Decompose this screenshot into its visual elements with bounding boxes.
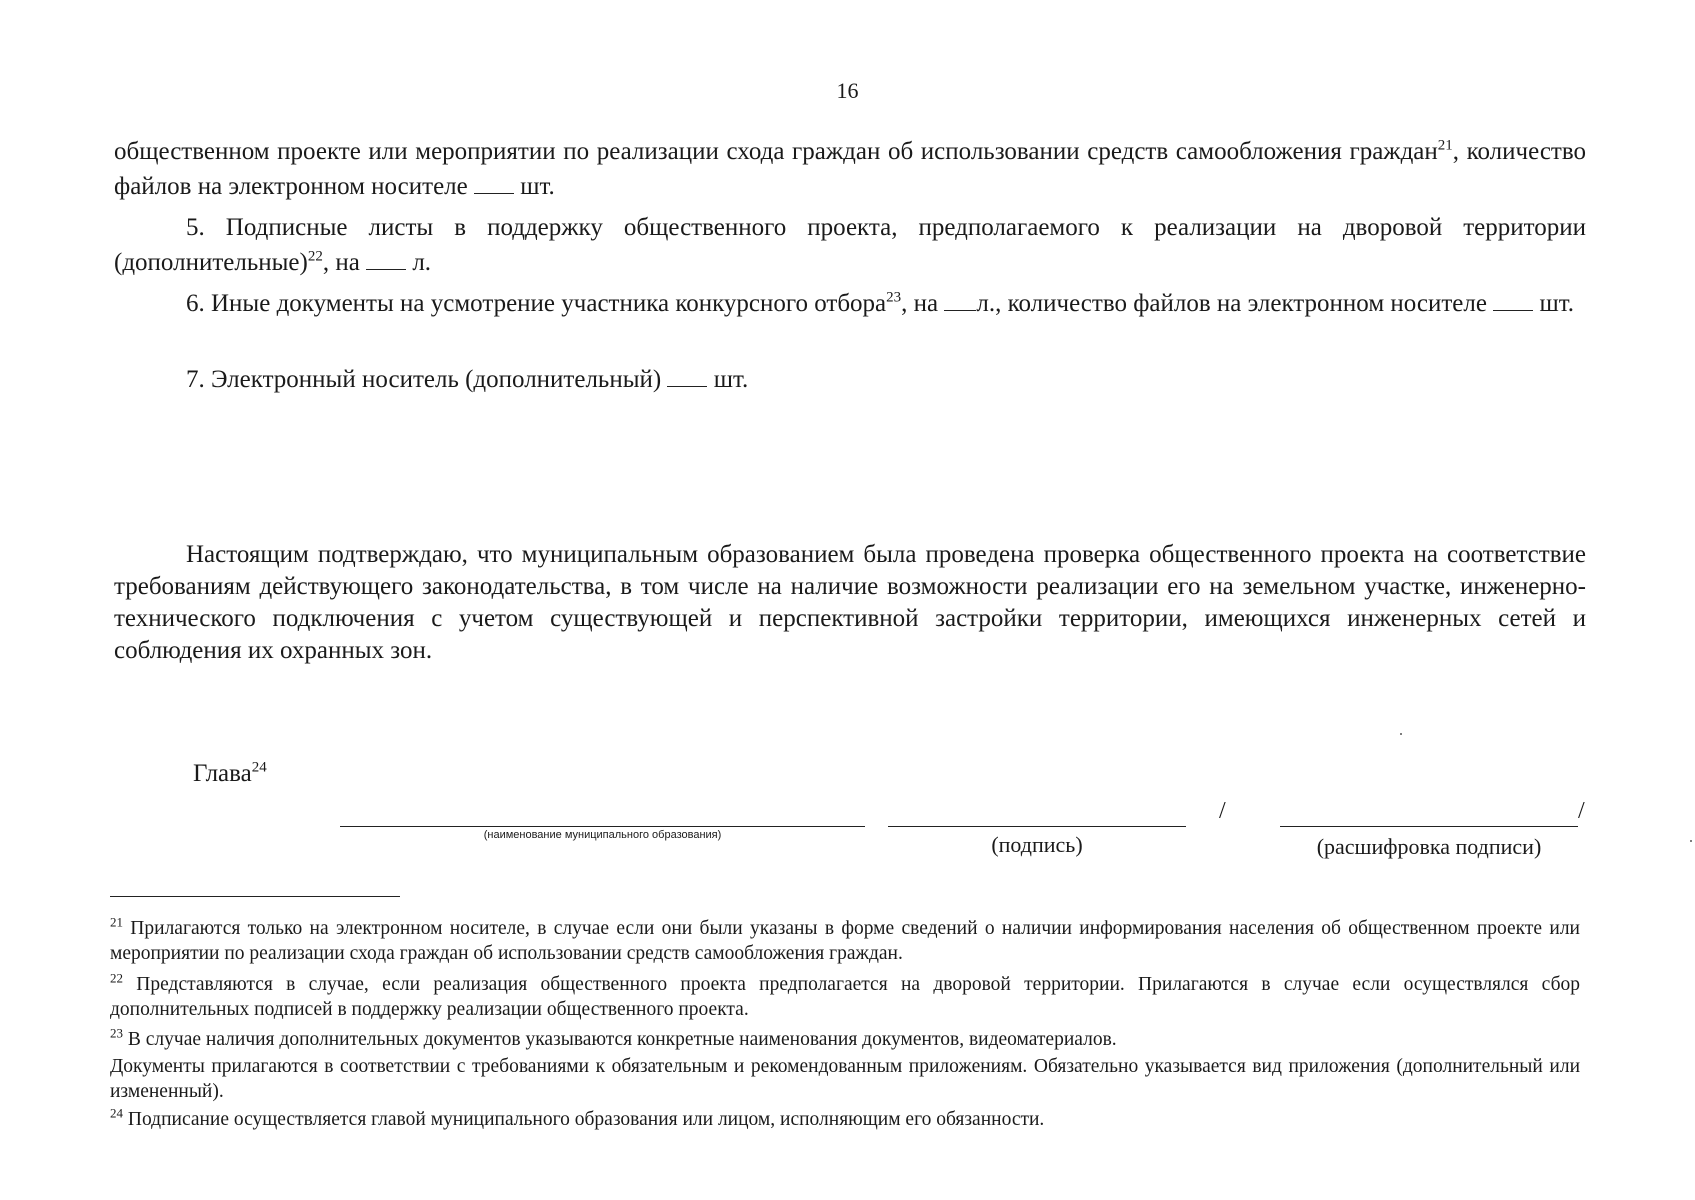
blank-field xyxy=(944,290,976,311)
list-text: 7. Электронный носитель (дополнительный) xyxy=(186,366,668,393)
decoding-caption: (расшифровка подписи) xyxy=(1316,834,1542,859)
list-item-5 xyxy=(114,210,1586,280)
slash-separator: / xyxy=(1578,798,1585,824)
blank-field xyxy=(667,366,707,387)
footnote-text: Документы прилагаются в соответствии с требованиями к обязательным и рекомендованным приложениям. Обязательно указывается вид приложения (дополнительный или измененный). xyxy=(110,1056,1580,1102)
blank-field xyxy=(1493,290,1533,311)
list-continuation xyxy=(114,134,1586,204)
slash-separator: / xyxy=(1219,798,1226,824)
list-text: л., количество файлов на электронном носителе xyxy=(976,290,1494,317)
list-text: , количество файлов на электронном носителе xyxy=(114,138,1586,200)
list-text: 5. Подписные листы в поддержку общественного проекта, предполагаемого к реализации на дворовой территории (дополнительные) xyxy=(114,214,1586,276)
list-item-7 xyxy=(114,362,1586,397)
list-text: шт. xyxy=(514,173,555,200)
scan-speck xyxy=(1690,840,1692,842)
footnote-text: Представляются в случае, если реализация общественного проекта предполагается на дворовой территории. Прилагаются в случае если осуществлялся сбор дополнительных подписей в поддержку реализации общественного проекта. xyxy=(110,974,1580,1020)
footnote-23 xyxy=(110,1027,1580,1052)
footnote-number: 22 xyxy=(110,970,123,986)
list-text: шт. xyxy=(1533,290,1575,317)
confirmation-paragraph: Настоящим подтверждаю, что муниципальным образованием была проведена проверка общественного проекта на соответствие требованиям действующего законодательства, в том числе на наличие возможности реализации его на земельном участке, инженерно-технического подключения с учетом существующей и перспективной застройки территории, имеющихся инженерных сетей и соблюдения их охранных зон. xyxy=(114,541,1586,664)
footnote-24 xyxy=(110,1107,1580,1132)
list-text: , на xyxy=(901,290,945,317)
footnote-number: 23 xyxy=(110,1025,123,1041)
footnote-text: Прилагаются только на электронном носителе, в случае если они были указаны в форме сведений о наличии информирования населения об общественном проекте или мероприятии по реализации схода граждан об использовании средств самообложения граждан. xyxy=(110,918,1580,964)
municipality-caption: (наименование муниципального образования) xyxy=(483,829,722,841)
signature-caption: (подпись) xyxy=(991,832,1083,857)
list-text: , на xyxy=(322,249,367,276)
footnote-separator xyxy=(110,896,400,897)
footnote-21 xyxy=(110,916,1580,966)
signature-line xyxy=(888,826,1186,827)
decoding-line xyxy=(1280,826,1578,827)
glava-text: Глава xyxy=(193,760,252,787)
scan-speck xyxy=(1400,733,1402,735)
footnote-text: Подписание осуществляется главой муниципального образования или лицом, исполняющим его обязанности. xyxy=(123,1109,1045,1130)
list-text: общественном проекте или мероприятии по реализации схода граждан об использовании средств самообложения граждан xyxy=(114,138,1438,165)
list-text: л. xyxy=(406,249,432,276)
list-text: 6. Иные документы на усмотрение участника конкурсного отбора xyxy=(186,290,887,317)
list-item-6 xyxy=(114,286,1586,321)
municipality-line xyxy=(340,826,865,827)
footnote-text: В случае наличия дополнительных документов указываются конкретные наименования документов, видеоматериалов. xyxy=(123,1029,1117,1050)
glava-label xyxy=(193,760,267,788)
list-text: шт. xyxy=(707,366,749,393)
footnote-ref: 23 xyxy=(886,289,902,306)
footnote-ref: 24 xyxy=(251,759,267,776)
footnote-number: 21 xyxy=(110,914,123,930)
blank-field xyxy=(474,173,514,194)
footnote-23-continuation xyxy=(110,1054,1580,1104)
footnote-ref: 21 xyxy=(1437,137,1453,154)
page-number: 16 xyxy=(836,78,859,103)
footnote-number: 24 xyxy=(110,1105,123,1121)
footnote-ref: 22 xyxy=(307,248,323,265)
blank-field xyxy=(366,249,406,270)
footnote-22 xyxy=(110,972,1580,1022)
